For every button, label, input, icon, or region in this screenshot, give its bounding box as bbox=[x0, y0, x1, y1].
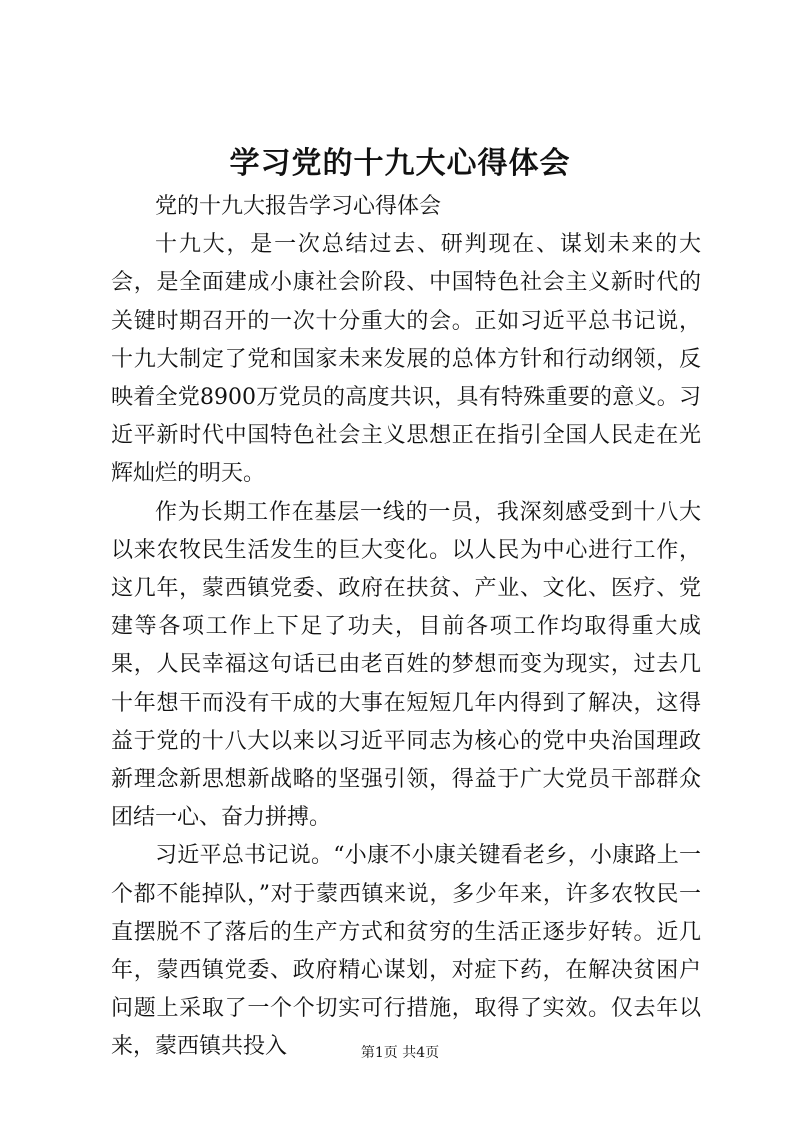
paragraph: 十九大，是一次总结过去、研判现在、谋划未来的大会，是全面建成小康社会阶段、中国特色社会主义新时代的关键时期召开的一次十分重大的会。正如习近平总书记说，十九大制定了党和国家未来发展的总体方针和行动纲领，反映着全党8900万党员的高度共识，具有特殊重要的意义。习近平新时代中国特色社会主义思想正在指引全国人民走在光辉灿烂的明天。 bbox=[111, 232, 701, 487]
document-body bbox=[111, 188, 701, 1067]
document-title: 学习党的十九大心得体会 bbox=[229, 146, 571, 181]
subtitle-line: 党的十九大报告学习心得体会 bbox=[155, 194, 442, 219]
page-footer: 第1页 共4页 bbox=[360, 1045, 440, 1061]
paragraph: 作为长期工作在基层一线的一员，我深刻感受到十八大以来农牧民生活发生的巨大变化。以人民为中心进行工作，这几年，蒙西镇党委、政府在扶贫、产业、文化、医疗、党建等各项工作上下足了功夫，目前各项工作均取得重大成果，人民幸福这句话已由老百姓的梦想而变为现实，过去几十年想干而没有干成的大事在短短几年内得到了解决，这得益于党的十八大以来以习近平同志为核心的党中央治国理政新理念新思想新战略的坚强引领，得益于广大党员干部群众团结一心、奋力拼搏。 bbox=[111, 499, 701, 831]
paragraph: 习近平总书记说。“小康不小康关键看老乡，小康路上一个都不能掉队，”对于蒙西镇来说，多少年来，许多农牧民一直摆脱不了落后的生产方式和贫穷的生活正逐步好转。近几年，蒙西镇党委、政府精心谋划，对症下药，在解决贫困户问题上采取了一个个切实可行措施，取得了实效。仅去年以来，蒙西镇共投入 bbox=[111, 843, 701, 1060]
